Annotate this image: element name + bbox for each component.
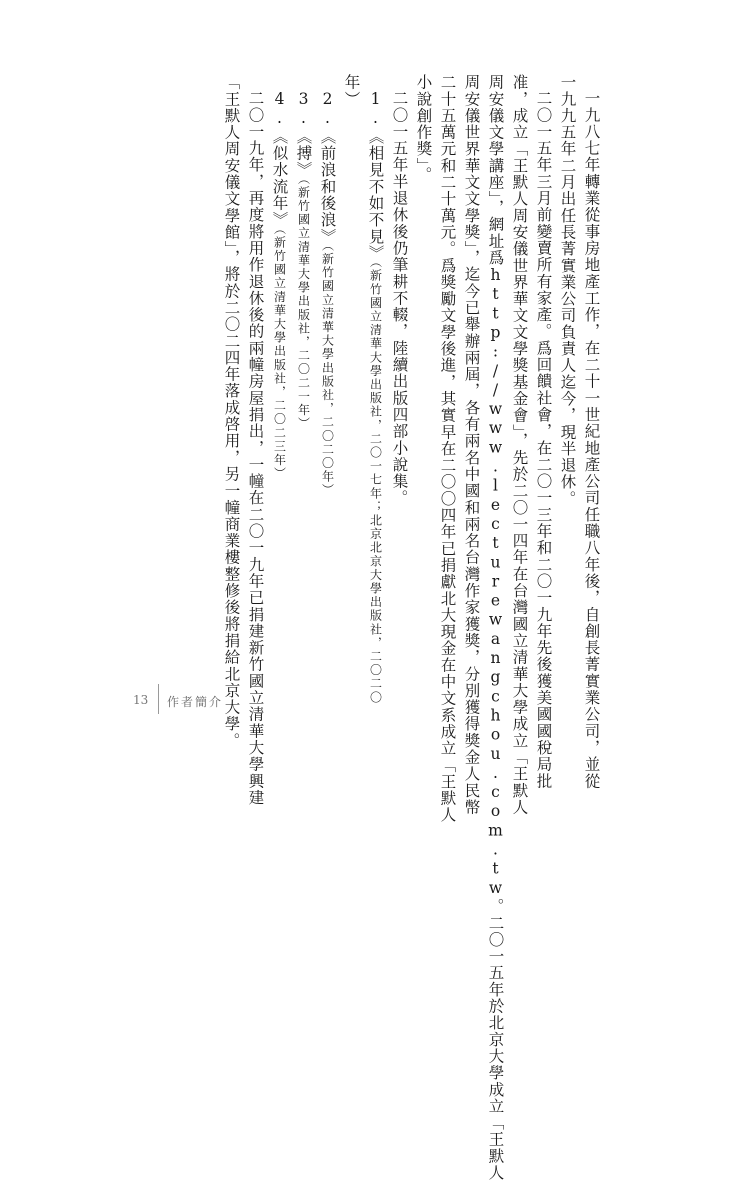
book-list-item [367,90,383,704]
text-column: 年） [342,74,361,108]
text-column: 准，成立「王默人周安儀世界華文文學獎基金會」，先於二〇一四年在台灣國立清華大學成立「王默人 [510,74,529,816]
text-column: 周安儀文學講座」，網址爲http://www.lecturewangchou.com.tw。二〇一五年於北京大學成立「王默人 [486,74,505,1181]
page-number: 13 [133,693,149,707]
text-column: 周安儀世界華文文學獎」，迄今已舉辦兩屆，各有兩名中國和兩名台灣作家獲獎，分別獲得獎金人民幣 [462,74,481,816]
text-column: 一九九五年二月出任長菁實業公司負責人迄今，現半退休。 [558,74,577,507]
publication-note: （新竹國立清華大學出版社，二〇一七年；北京北京大學出版社，二〇二〇 [368,261,383,705]
book-title: 2.《前浪和後浪》 [318,90,337,245]
text-column: 小說創作獎」。 [414,74,433,183]
book-list-item [271,90,287,481]
footer-divider [158,684,159,714]
book-title: 3.《搏》 [294,90,313,179]
publication-note: （新竹國立清華大學出版社，二〇二一年） [296,178,311,431]
text-column: 二〇一五年半退休後仍筆耕不輟，陸續出版四部小說集。 [390,90,409,507]
text-column: 一九八七年轉業從事房地產工作，在二十一世紀地產公司任職八年後，自創長菁實業公司，並從 [582,90,601,790]
publication-note: （新竹國立清華大學出版社，二〇二三年） [272,228,287,481]
text-column: 「王默人周安儀文學館」，將於二〇二四年落成啓用，另一幢商業樓整修後將捐給北京大學。 [222,74,241,749]
text-column: 二〇一五年三月前變賣所有家產。爲回饋社會，在二〇一三年和二〇一九年先後獲美國國稅局批 [534,90,553,790]
text-column: 二〇一九年，再度將用作退休後的兩幢房屋捐出，一幢在二〇一九年已捐建新竹國立清華大學興建 [246,90,265,806]
book-list-item [319,90,335,497]
publication-note: （新竹國立清華大學出版社，二〇二〇年） [320,244,335,498]
running-head: 作者簡介 [167,695,224,709]
book-list-item [295,90,311,431]
book-title: 4.《似水流年》 [270,90,289,229]
text-column: 二十五萬元和二十萬元。爲獎勵文學後進，其實早在二〇〇四年已捐獻北大現金在中文系成立「王默人 [438,74,457,824]
book-title: 1.《相見不如不見》 [366,90,385,262]
